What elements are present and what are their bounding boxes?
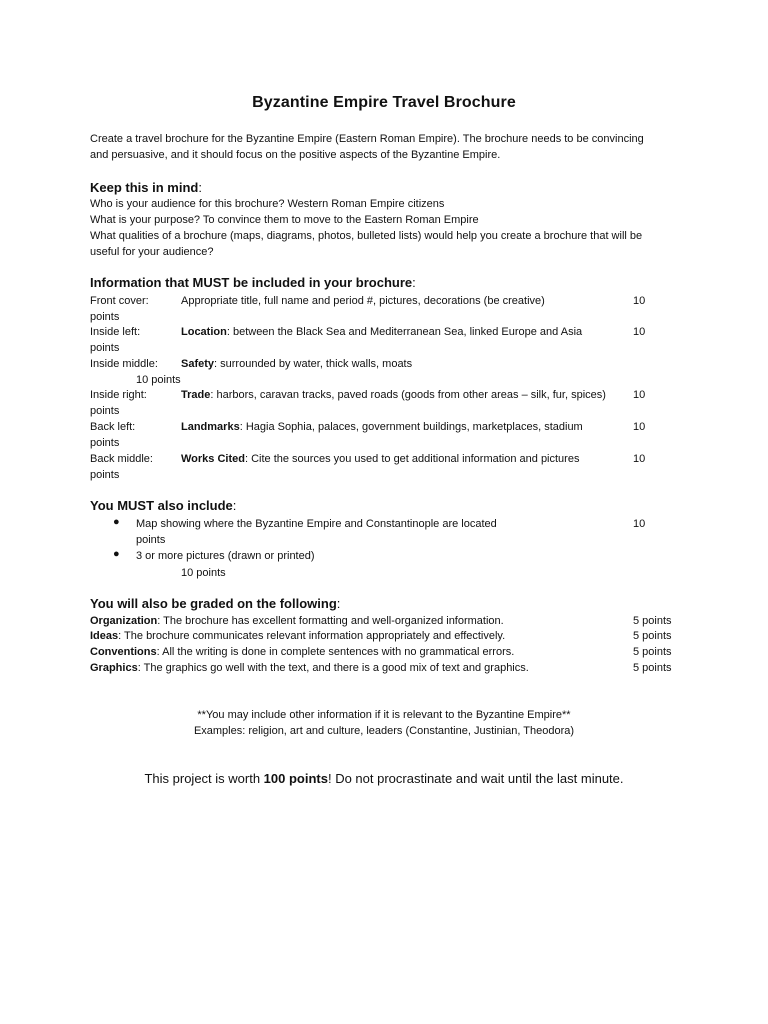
list-item: 3 or more pictures (drawn or printed) <box>136 550 315 562</box>
criteria-row: Ideas: The brochure communicates relevant information appropriately and effectively. <box>90 630 506 642</box>
points-unit: points <box>90 311 120 323</box>
footnote-line: **You may include other information if it is relevant to the Byzantine Empire** <box>197 709 571 721</box>
section-description: Trade: harbors, caravan tracks, paved roads (goods from other areas – silk, fur, spices) <box>181 389 606 401</box>
bullet-icon: ● <box>113 548 120 560</box>
points-unit: points <box>90 342 120 354</box>
section-description: Landmarks: Hagia Sophia, palaces, government buildings, marketplaces, stadium <box>181 421 583 433</box>
points-unit: 10 points <box>181 567 226 579</box>
section-description: Location: between the Black Sea and Mediterranean Sea, linked Europe and Asia <box>181 326 583 338</box>
final-note: This project is worth 100 points! Do not procrastinate and wait until the last minute. <box>144 771 624 786</box>
section-description: Safety: surrounded by water, thick walls, moats <box>181 358 413 370</box>
keep-in-mind-line: Who is your audience for this brochure? Western Roman Empire citizens <box>90 198 445 210</box>
criteria-row: Organization: The brochure has excellent formatting and well-organized information. <box>90 615 504 627</box>
intro-line: and persuasive, and it should focus on the positive aspects of the Byzantine Empire. <box>90 149 501 161</box>
points-unit: points <box>90 437 120 449</box>
list-item: Map showing where the Byzantine Empire and Constantinople are located <box>136 518 497 530</box>
section-label: Inside left: <box>90 326 141 338</box>
intro-line: Create a travel brochure for the Byzantine Empire (Eastern Roman Empire). The brochure needs to be convincing <box>90 133 644 145</box>
section-label: Inside right: <box>90 389 147 401</box>
criteria-row: Graphics: The graphics go well with the text, and there is a good mix of text and graphics. <box>90 662 529 674</box>
section-label: Back middle: <box>90 453 153 465</box>
must-include-heading: Information that MUST be included in your brochure: <box>90 275 416 290</box>
points-value: 10 <box>633 421 646 433</box>
section-label: Inside middle: <box>90 358 158 370</box>
points-unit: points <box>136 534 166 546</box>
points-unit: 10 points <box>136 374 181 386</box>
points-value: 10 <box>633 453 646 465</box>
criteria-points: 5 points <box>633 646 672 658</box>
criteria-points: 5 points <box>633 662 672 674</box>
points-value: 10 <box>633 518 646 530</box>
footnote-line: Examples: religion, art and culture, leaders (Constantine, Justinian, Theodora) <box>193 725 575 737</box>
points-unit: points <box>90 405 120 417</box>
criteria-points: 5 points <box>633 630 672 642</box>
keep-in-mind-line: What qualities of a brochure (maps, diagrams, photos, bulleted lists) would help you create a brochure that will be <box>90 230 643 242</box>
section-description: Works Cited: Cite the sources you used to get additional information and pictures <box>181 453 580 465</box>
section-description: Appropriate title, full name and period #, pictures, decorations (be creative) <box>181 295 545 307</box>
criteria-row: Conventions: All the writing is done in complete sentences with no grammatical errors. <box>90 646 515 658</box>
keep-in-mind-line: What is your purpose? To convince them to move to the Eastern Roman Empire <box>90 214 479 226</box>
section-label: Back left: <box>90 421 136 433</box>
points-value: 10 <box>633 389 646 401</box>
keep-in-mind-heading: Keep this in mind: <box>90 180 202 195</box>
graded-heading: You will also be graded on the following: <box>90 596 341 611</box>
intro-paragraph <box>90 131 690 163</box>
points-unit: points <box>90 469 120 481</box>
points-value: 10 <box>633 295 646 307</box>
section-label: Front cover: <box>90 295 149 307</box>
bullet-icon: ● <box>113 516 120 528</box>
points-value: 10 <box>633 326 646 338</box>
keep-in-mind-line: useful for your audience? <box>90 246 214 258</box>
also-include-heading: You MUST also include: <box>90 498 237 513</box>
page-title: Byzantine Empire Travel Brochure <box>252 94 516 111</box>
criteria-points: 5 points <box>633 615 672 627</box>
